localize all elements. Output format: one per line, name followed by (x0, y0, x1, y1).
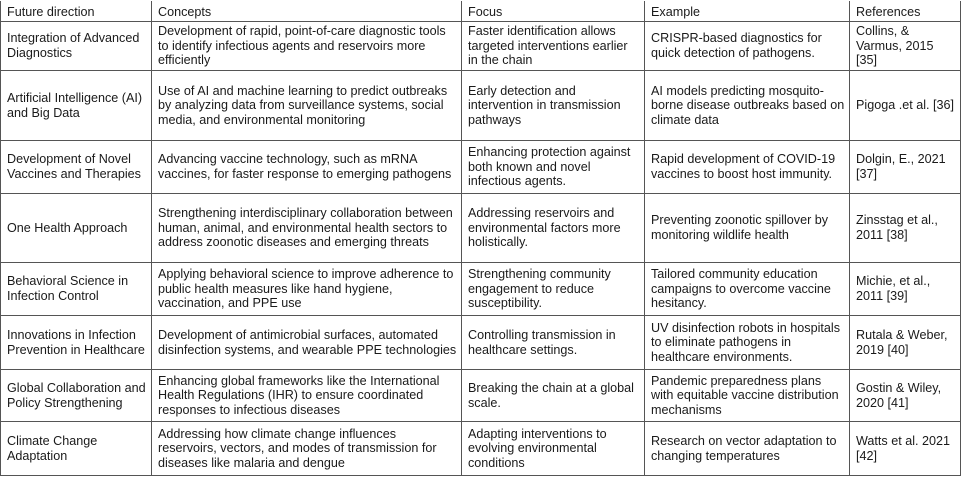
cell-example: Rapid development of COVID-19 vaccines to boost host immunity. (645, 141, 850, 194)
cell-example: Preventing zoonotic spillover by monitoring wildlife health (645, 194, 850, 263)
header-future-direction: Future direction (1, 1, 152, 22)
cell-references: Pigoga .et al. [36] (850, 71, 961, 141)
header-focus: Focus (462, 1, 645, 22)
cell-references: Zinsstag et al., 2011 [38] (850, 194, 961, 263)
cell-concepts: Development of antimicrobial surfaces, automated disinfection systems, and wearable PPE technologies (152, 316, 462, 370)
table-row (1, 141, 961, 194)
cell-example: CRISPR-based diagnostics for quick detection of pathogens. (645, 22, 850, 71)
table-row (1, 71, 961, 141)
table-row (1, 370, 961, 422)
cell-example: Tailored community education campaigns to overcome vaccine hesitancy. (645, 263, 850, 316)
cell-concepts: Strengthening interdisciplinary collaboration between human, animal, and environmental health sectors to address zoonotic diseases and emerging threats (152, 194, 462, 263)
cell-direction: Global Collaboration and Policy Strengthening (1, 370, 152, 422)
cell-concepts: Advancing vaccine technology, such as mRNA vaccines, for faster response to emerging pathogens (152, 141, 462, 194)
table-row (1, 316, 961, 370)
cell-example: Pandemic preparedness plans with equitable vaccine distribution mechanisms (645, 370, 850, 422)
cell-example: AI models predicting mosquito-borne disease outbreaks based on climate data (645, 71, 850, 141)
cell-concepts: Addressing how climate change influences reservoirs, vectors, and modes of transmission for diseases like malaria and dengue (152, 422, 462, 476)
table-row (1, 422, 961, 476)
cell-direction: Artificial Intelligence (AI) and Big Data (1, 71, 152, 141)
cell-focus: Enhancing protection against both known and novel infectious agents. (462, 141, 645, 194)
cell-references: Gostin & Wiley, 2020 [41] (850, 370, 961, 422)
cell-focus: Strengthening community engagement to reduce susceptibility. (462, 263, 645, 316)
cell-focus: Breaking the chain at a global scale. (462, 370, 645, 422)
table-row (1, 22, 961, 71)
cell-references: Dolgin, E., 2021 [37] (850, 141, 961, 194)
cell-references: Rutala & Weber, 2019 [40] (850, 316, 961, 370)
cell-focus: Adapting interventions to evolving environmental conditions (462, 422, 645, 476)
header-example: Example (645, 1, 850, 22)
cell-concepts: Enhancing global frameworks like the International Health Regulations (IHR) to ensure coordinated responses to infectious diseases (152, 370, 462, 422)
cell-direction: Behavioral Science in Infection Control (1, 263, 152, 316)
cell-focus: Controlling transmission in healthcare settings. (462, 316, 645, 370)
cell-references: Michie, et al., 2011 [39] (850, 263, 961, 316)
cell-direction: Development of Novel Vaccines and Therapies (1, 141, 152, 194)
cell-focus: Faster identification allows targeted interventions earlier in the chain (462, 22, 645, 71)
cell-concepts: Use of AI and machine learning to predict outbreaks by analyzing data from surveillance systems, social media, and environmental monitoring (152, 71, 462, 141)
cell-direction: Integration of Advanced Diagnostics (1, 22, 152, 71)
cell-concepts: Development of rapid, point-of-care diagnostic tools to identify infectious agents and reservoirs more efficiently (152, 22, 462, 71)
cell-direction: Climate Change Adaptation (1, 422, 152, 476)
cell-direction: One Health Approach (1, 194, 152, 263)
header-concepts: Concepts (152, 1, 462, 22)
header-row (1, 1, 961, 22)
cell-direction: Innovations in Infection Prevention in Healthcare (1, 316, 152, 370)
cell-concepts: Applying behavioral science to improve adherence to public health measures like hand hygiene, vaccination, and PPE use (152, 263, 462, 316)
cell-example: Research on vector adaptation to changing temperatures (645, 422, 850, 476)
header-references: References (850, 1, 961, 22)
top-edge-mask (0, 0, 961, 1)
cell-example: UV disinfection robots in hospitals to eliminate pathogens in healthcare environments. (645, 316, 850, 370)
cell-references: Watts et al. 2021 [42] (850, 422, 961, 476)
cell-focus: Early detection and intervention in transmission pathways (462, 71, 645, 141)
table-row (1, 263, 961, 316)
cell-focus: Addressing reservoirs and environmental factors more holistically. (462, 194, 645, 263)
table-row (1, 194, 961, 263)
cell-references: Collins, & Varmus, 2015 [35] (850, 22, 961, 71)
